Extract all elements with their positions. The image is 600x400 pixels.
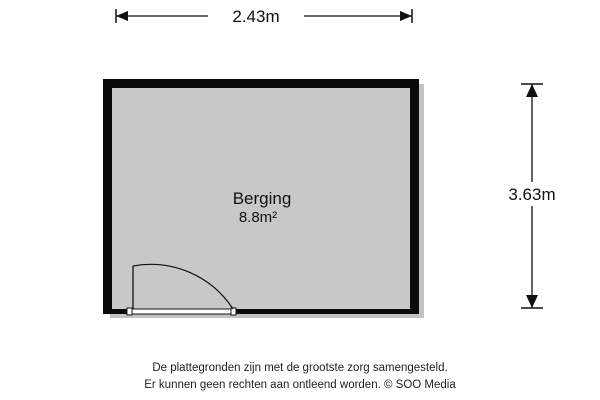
room-name: Berging — [232, 189, 292, 208]
width-dimension — [116, 5, 412, 27]
height-dimension — [492, 84, 574, 308]
door-opening — [127, 309, 236, 314]
height-label: 3.63m — [508, 185, 556, 204]
room-berging — [103, 79, 424, 318]
disclaimer-line-2: Er kunnen geen rechten aan ontleend worden. © SOO Media — [144, 379, 456, 391]
disclaimer-line-1: De plattegronden zijn met de grootste zorg samengesteld. — [152, 362, 448, 374]
width-label: 2.43m — [232, 7, 280, 26]
room-area: 8.8m² — [238, 209, 278, 226]
